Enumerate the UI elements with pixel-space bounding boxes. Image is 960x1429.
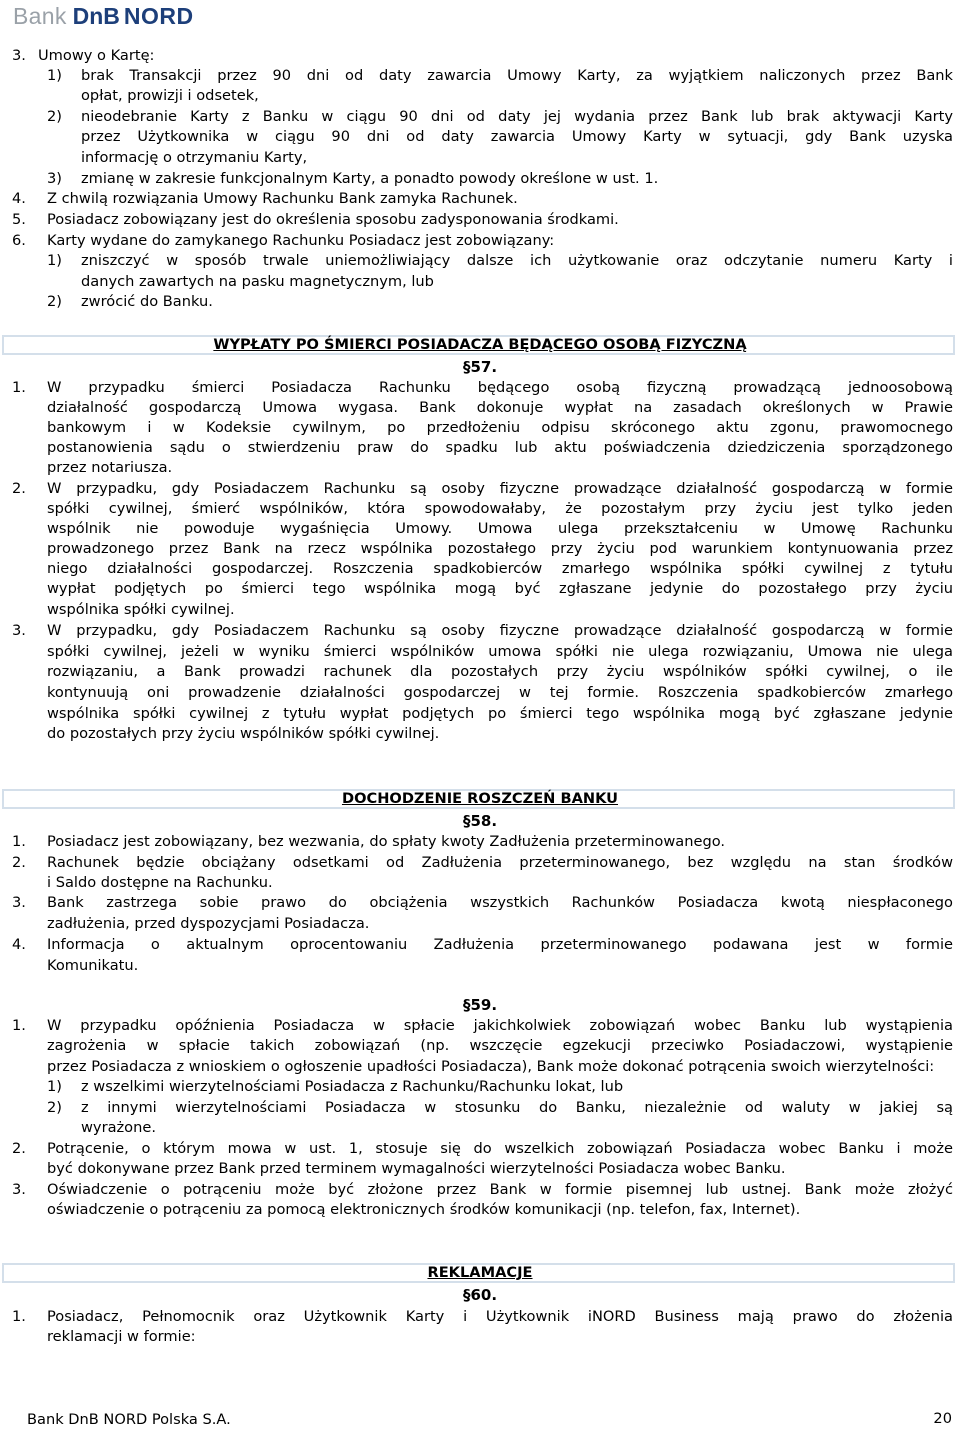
paragraph-line: W przypadku, gdy Posiadaczem Rachunku są osoby fizyczne prowadzące działalność gospodarczą w formie: [47, 480, 953, 497]
sublist-text-line: z wszelkimi wierzytelnościami Posiadacza z Rachunku/Rachunku lokat, lub: [81, 1078, 624, 1095]
paragraph-line: przez notariusza.: [47, 459, 173, 476]
sublist-text-line: brak Transakcji przez 90 dni od daty zawarcia Umowy Karty, za wyjątkiem naliczonych przez Bank: [81, 67, 953, 84]
logo-text-bank: Bank: [13, 3, 67, 29]
paragraph-number: 3.: [12, 894, 26, 911]
sublist-number: 3): [47, 170, 62, 187]
logo-text-nord: NORD: [123, 3, 194, 29]
sublist-text-line: zmianę w zakresie funkcjonalnym Karty, a ponadto powody określone w ust. 1.: [81, 170, 659, 187]
sublist-text-line: zwrócić do Banku.: [81, 293, 213, 310]
sublist-text-line: danych zawartych na pasku magnetycznym, lub: [81, 273, 434, 290]
paragraph-line: spółki cywilnej, śmierć wspólników, która spowodowałaby, że pozostałym przy życiu jest tylko jeden: [47, 500, 953, 517]
paragraph-line: i Saldo dostępne na Rachunku.: [47, 874, 273, 891]
sublist-number: 1): [47, 252, 62, 269]
footer-company: Bank DnB NORD Polska S.A.: [27, 1411, 231, 1428]
paragraph-line: W przypadku śmierci Posiadacza Rachunku będącego osobą fizyczną prowadzącą jednoosobową: [47, 379, 953, 396]
paragraph-number: 2.: [12, 480, 26, 497]
section-number: §58.: [462, 812, 498, 830]
sublist-text-line: nieodebranie Karty z Banku w ciągu 90 dni od daty jej wydania przez Bank lub brak aktywacji Karty: [81, 108, 953, 125]
page-number: 20: [933, 1410, 952, 1427]
paragraph-line: kontynuują oni prowadzenie działalności gospodarczej w tej formie. Roszczenia spadkobierców zmarłego: [47, 684, 953, 701]
sublist-number: 2): [47, 293, 62, 310]
section-heading: REKLAMACJE: [427, 1264, 533, 1281]
sublist-text-line: przez Użytkownika w ciągu 90 dni od daty zawarcia Umowy Karty w sytuacji, gdy Bank uzyska: [81, 128, 953, 145]
paragraph-line: do pozostałych przy życiu wspólników spółki cywilnej.: [47, 725, 440, 742]
paragraph-line: reklamacji w formie:: [47, 1328, 196, 1345]
paragraph-line: W przypadku opóźnienia Posiadacza w spłacie jakichkolwiek zobowiązań wobec Banku lub wystąpienia: [47, 1017, 953, 1034]
sublist-text-line: informację o otrzymaniu Karty,: [81, 149, 308, 166]
paragraph-number: 1.: [12, 833, 26, 850]
sublist-text-line: zniszczyć w sposób trwale uniemożliwiający dalsze ich użytkowanie oraz odczytanie numeru Karty i: [81, 252, 953, 269]
logo-text-dnb: DnB: [72, 3, 120, 29]
section-heading: DOCHODZENIE ROSZCZEŃ BANKU: [341, 790, 619, 807]
paragraph-line: postanowienia sądu o stwierdzeniu praw do spadku lub aktu poświadczenia dziedziczenia sporządzonego: [47, 439, 953, 456]
paragraph-line: Informacja o aktualnym oprocentowaniu Zadłużenia przeterminowanego podawana jest w formie: [47, 936, 953, 953]
sublist-number: 1): [47, 67, 62, 84]
list-item-text: Karty wydane do zamykanego Rachunku Posiadacz jest zobowiązany:: [47, 232, 555, 249]
paragraph-line: przez Posiadacza z wnioskiem o ogłoszenie upadłości Posiadacza), Bank może dokonać potrącenia swoich wierzytelności:: [47, 1058, 935, 1075]
paragraph-line: zagrożenia w spłacie takich zobowiązań (np. wszczęcie egzekucji przeciwko Posiadaczowi, wystąpienie: [47, 1037, 953, 1054]
bank-logo: [13, 3, 194, 29]
paragraph-line: rozwiązaniu, a Bank prowadzi rachunek dla pozostałych przy życiu wspólników spółki cywilnej, o ile: [47, 663, 953, 680]
paragraph-number: 2.: [12, 854, 26, 871]
paragraph-line: wypłat podjętych po śmierci tego wspólnika mogą być zgłaszane jedynie do pozostałego przy życiu: [47, 580, 953, 597]
section-number: §59.: [462, 996, 498, 1014]
paragraph-number: 3.: [12, 622, 26, 639]
section-heading: WYPŁATY PO ŚMIERCI POSIADACZA BĘDĄCEGO OSOBĄ FIZYCZNĄ: [213, 336, 747, 353]
list-item-text: Umowy o Kartę:: [38, 47, 155, 64]
section-number: §57.: [462, 358, 498, 376]
sublist-text-line: z innymi wierzytelnościami Posiadacza w stosunku do Banku, niezależnie od waluty w jakiej są: [81, 1099, 953, 1116]
list-number: 5.: [12, 211, 26, 228]
paragraph-line: Oświadczenie o potrąceniu może być złożone przez Bank w formie pisemnej lub ustnej. Bank może złożyć: [47, 1181, 953, 1198]
paragraph-number: 1.: [12, 1308, 26, 1325]
sublist-text-line: wyrażone.: [81, 1119, 156, 1136]
paragraph-line: niego działalności gospodarczej. Roszczenia spadkobierców zmarłego wspólnika spółki cywilnej z tytułu: [47, 560, 953, 577]
sublist-number: 2): [47, 1099, 62, 1116]
paragraph-line: być dokonywane przez Bank przed terminem wymagalności wierzytelności Posiadacza wobec Banku.: [47, 1160, 786, 1177]
list-item-text: Posiadacz zobowiązany jest do określenia sposobu zadysponowania środkami.: [47, 211, 619, 228]
paragraph-number: 2.: [12, 1140, 26, 1157]
list-number: 4.: [12, 190, 26, 207]
sublist-number: 2): [47, 108, 62, 125]
paragraph-number: 3.: [12, 1181, 26, 1198]
paragraph-line: Potrącenie, o którym mowa w ust. 1, stosuje się do wszelkich zobowiązań Posiadacza wobec Banku i może: [47, 1140, 953, 1157]
list-item-text: Z chwilą rozwiązania Umowy Rachunku Bank zamyka Rachunek.: [47, 190, 518, 207]
list-number: 6.: [12, 232, 26, 249]
paragraph-line: wspólnika spółki cywilnej z tytułu wypłat podjętych po śmierci tego wspólnika mogą być zgłaszane jedynie: [47, 705, 953, 722]
list-number: 3.: [12, 47, 26, 64]
paragraph-line: wspólnik nie powoduje wygaśnięcia Umowy. Umowa ulega przekształceniu w Umowę Rachunku: [47, 520, 953, 537]
paragraph-number: 1.: [12, 1017, 26, 1034]
paragraph-line: spółki cywilnej, jeżeli w wyniku śmierci wspólników umowa spółki nie ulega rozwiązaniu, Umowa nie ulega: [47, 643, 953, 660]
paragraph-number: 4.: [12, 936, 26, 953]
section-number: §60.: [462, 1286, 498, 1304]
paragraph-line: bankowym i w Kodeksie cywilnym, po przedłożeniu odpisu skróconego aktu zgonu, prawomocnego: [47, 419, 953, 436]
paragraph-line: wspólnika spółki cywilnej.: [47, 601, 235, 618]
paragraph-line: oświadczenie o potrąceniu za pomocą elektronicznych środków komunikacji (np. telefon, fax, Internet).: [47, 1201, 801, 1218]
paragraph-line: działalność gospodarczą Umowa wygasa. Bank dokonuje wypłat na zasadach określonych w Prawie: [47, 399, 953, 416]
paragraph-line: zadłużenia, przed dyspozycjami Posiadacza.: [47, 915, 370, 932]
sublist-text-line: opłat, prowizji i odsetek,: [81, 87, 259, 104]
paragraph-line: Rachunek będzie obciążany odsetkami od Zadłużenia przeterminowanego, bez względu na stan środków: [47, 854, 953, 871]
paragraph-line: Bank zastrzega sobie prawo do obciążenia wszystkich Rachunków Posiadacza kwotą niespłaconego: [47, 894, 953, 911]
paragraph-number: 1.: [12, 379, 26, 396]
paragraph-line: Komunikatu.: [47, 957, 139, 974]
sublist-number: 1): [47, 1078, 62, 1095]
paragraph-line: Posiadacz jest zobowiązany, bez wezwania, do spłaty kwoty Zadłużenia przeterminowanego.: [47, 833, 726, 850]
paragraph-line: prowadzonego przez Bank na rzecz wspólnika pozostałego przy życiu pod warunkiem kontynuowania przez: [47, 540, 953, 557]
paragraph-line: W przypadku, gdy Posiadaczem Rachunku są osoby fizyczne prowadzące działalność gospodarczą w formie: [47, 622, 953, 639]
paragraph-line: Posiadacz, Pełnomocnik oraz Użytkownik Karty i Użytkownik iNORD Business mają prawo do złożenia: [47, 1308, 953, 1325]
